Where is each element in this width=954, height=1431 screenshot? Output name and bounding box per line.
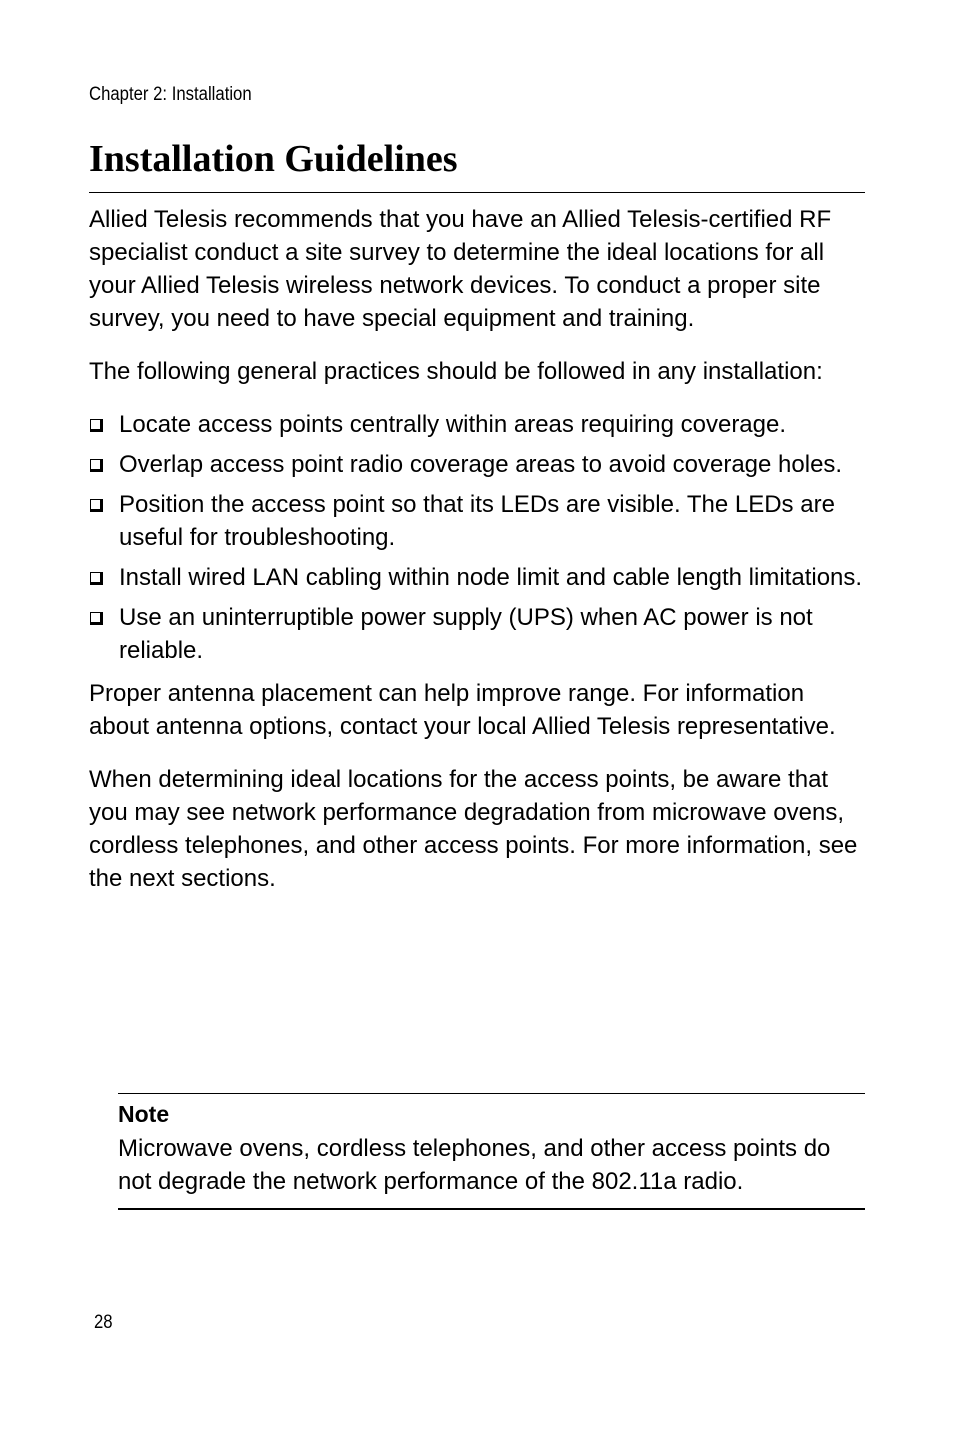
checkbox-bullet-icon: [90, 499, 103, 512]
title-divider: [89, 192, 865, 193]
intro-paragraph: Allied Telesis recommends that you have an Allied Telesis-certified RF specialist conduct a site survey to determine the ideal locations for all your Allied Telesis wireless network devices. To conduct a proper site survey, you need to have special equipment and training.: [89, 206, 832, 332]
list-item-text: Install wired LAN cabling within node limit and cable length limitations.: [119, 564, 863, 591]
antenna-paragraph: Proper antenna placement can help improve range. For information about antenna options, contact your local Allied Telesis representative.: [89, 680, 836, 740]
list-item: [89, 601, 867, 667]
practices-list: [89, 408, 867, 667]
page-number: 28: [94, 1312, 113, 1333]
list-item-text: Position the access point so that its LEDs are visible. The LEDs are useful for troubleshooting.: [119, 491, 835, 551]
list-item: [89, 488, 867, 554]
section-title: Installation Guidelines: [89, 138, 458, 180]
practices-lead-paragraph: The following general practices should be followed in any installation:: [89, 358, 823, 385]
list-item-text: Locate access points centrally within areas requiring coverage.: [119, 411, 787, 438]
list-item: [89, 448, 867, 481]
list-item: [89, 408, 867, 441]
checkbox-bullet-icon: [90, 572, 103, 585]
interference-paragraph: When determining ideal locations for the access points, be aware that you may see network performance degradation from microwave ovens, cordless telephones, and other access points. For more information, see the next sections.: [89, 766, 858, 892]
note-text: Microwave ovens, cordless telephones, and other access points do not degrade the network performance of the 802.11a radio.: [118, 1135, 831, 1195]
running-header: Chapter 2: Installation: [89, 84, 252, 105]
note-box: [118, 1093, 865, 1210]
checkbox-bullet-icon: [90, 419, 103, 432]
checkbox-bullet-icon: [90, 459, 103, 472]
list-item-text: Use an uninterruptible power supply (UPS) when AC power is not reliable.: [119, 604, 813, 664]
list-item: [89, 561, 867, 594]
list-item-text: Overlap access point radio coverage areas to avoid coverage holes.: [119, 451, 843, 478]
body-content: [89, 203, 867, 915]
note-heading: Note: [118, 1101, 170, 1127]
checkbox-bullet-icon: [90, 612, 103, 625]
